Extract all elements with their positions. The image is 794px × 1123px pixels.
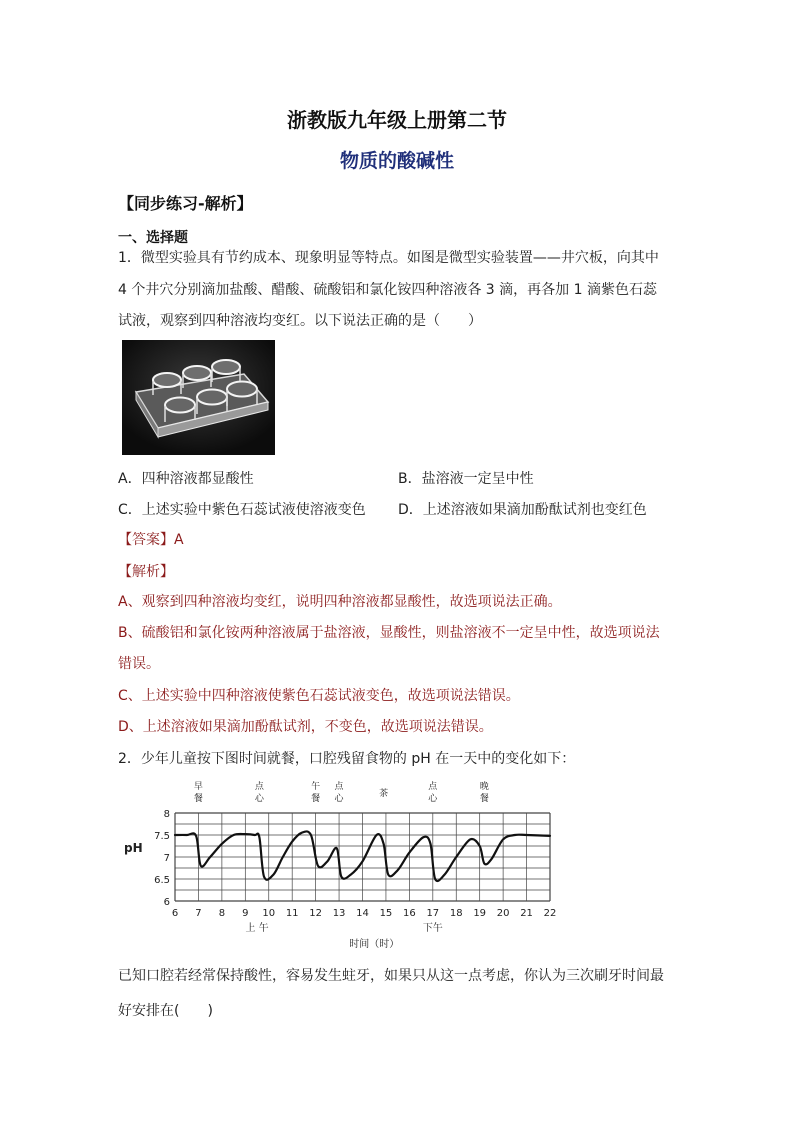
chart-x-tick-label: 19: [473, 908, 487, 919]
document-title: 浙教版九年级上册第二节: [287, 108, 507, 132]
chart-meal-label: 点心: [428, 782, 438, 804]
q1-option-d: D．上述溶液如果滴加酚酞试剂也变红色: [398, 502, 647, 518]
well-plate-photo: [122, 340, 275, 455]
chart-x-tick-label: 7: [195, 908, 202, 919]
chart-x-tick-label: 21: [520, 908, 533, 919]
chart-meal-label: 茶: [379, 789, 389, 799]
q1-analysis-b-cont: 错误。: [118, 656, 160, 672]
chart-x-tick-label: 10: [262, 908, 276, 919]
chart-x-tick-label: 13: [332, 908, 346, 919]
chart-y-tick-label: 6.5: [154, 875, 170, 886]
chart-x-tick-label: 14: [356, 908, 369, 919]
chart-meal-label: 午餐: [311, 782, 321, 804]
chart-y-tick-label: 8: [163, 809, 170, 820]
q1-analysis-b: B、硫酸铝和氯化铵两种溶液属于盐溶液，显酸性，则盐溶液不一定呈中性，故选项说法: [118, 625, 660, 641]
section-heading: 【同步练习-解析】: [118, 194, 253, 213]
chart-x-sublabel: 下午: [422, 923, 443, 934]
q1-analysis-c: C、上述实验中四种溶液使紫色石蕊试液变色，故选项说法错误。: [118, 688, 520, 704]
chart-x-tick-label: 17: [426, 908, 440, 919]
chart-x-tick-label: 20: [496, 908, 510, 919]
chart-x-tick-label: 15: [379, 908, 393, 919]
chart-meal-label: 早餐: [193, 782, 203, 804]
chart-y-tick-label: 7: [163, 853, 170, 864]
chart-x-tick-label: 22: [543, 908, 557, 919]
q1-option-c: C．上述实验中紫色石蕊试液使溶液变色: [118, 502, 366, 518]
q2-text-line-2: 好安排在( ): [118, 1003, 213, 1019]
chart-x-axis-label: 时间（时）: [349, 939, 400, 950]
chart-x-tick-label: 6: [171, 908, 179, 919]
chart-meal-label: 晚餐: [479, 782, 489, 804]
chart-x-tick-label: 18: [449, 908, 463, 919]
document-subtitle: 物质的酸碱性: [339, 150, 454, 172]
q1-line-2: 4 个井穴分别滴加盐酸、醋酸、硫酸铝和氯化铵四种溶液各 3 滴，再各加 1 滴紫色石蕊: [118, 282, 657, 298]
q1-line-1: 1．微型实验具有节约成本、现象明显等特点。如图是微型实验装置——井穴板，向其中: [118, 250, 659, 266]
chart-meal-label: 点心: [254, 782, 264, 804]
q1-analysis-a: A、观察到四种溶液均变红，说明四种溶液都显酸性，故选项说法正确。: [118, 594, 562, 610]
chart-x-tick-label: 11: [285, 908, 299, 919]
q1-line-3: 试液，观察到四种溶液均变红。以下说法正确的是（ ）: [118, 313, 482, 329]
q1-analysis-label: 【解析】: [118, 564, 174, 580]
part-heading: 一、选择题: [118, 230, 188, 246]
chart-x-sublabel: 上 午: [245, 923, 269, 934]
q1-answer: 【答案】A: [118, 532, 184, 548]
ph-chart-svg: [118, 780, 578, 956]
q2-intro: 2．少年儿童按下图时间就餐，口腔残留食物的 pH 在一天中的变化如下：: [118, 751, 576, 767]
chart-meal-label: 点心: [334, 782, 344, 804]
q1-option-b: B．盐溶液一定呈中性: [398, 471, 534, 487]
q1-option-a: A．四种溶液都显酸性: [118, 471, 254, 487]
chart-x-tick-label: 16: [403, 908, 416, 919]
chart-x-tick-label: 12: [309, 908, 322, 919]
chart-y-axis-label: pH: [124, 841, 143, 855]
chart-x-tick-label: 9: [242, 908, 249, 919]
ph-chart: [118, 780, 578, 960]
chart-y-tick-label: 7.5: [154, 831, 170, 842]
chart-y-tick-label: 6: [163, 897, 170, 908]
q1-analysis-d: D、上述溶液如果滴加酚酞试剂，不变色，故选项说法错误。: [118, 719, 493, 735]
chart-x-tick-label: 8: [218, 908, 226, 919]
q2-text-line-1: 已知口腔若经常保持酸性，容易发生蛀牙，如果只从这一点考虑，你认为三次刷牙时间最: [118, 968, 664, 984]
